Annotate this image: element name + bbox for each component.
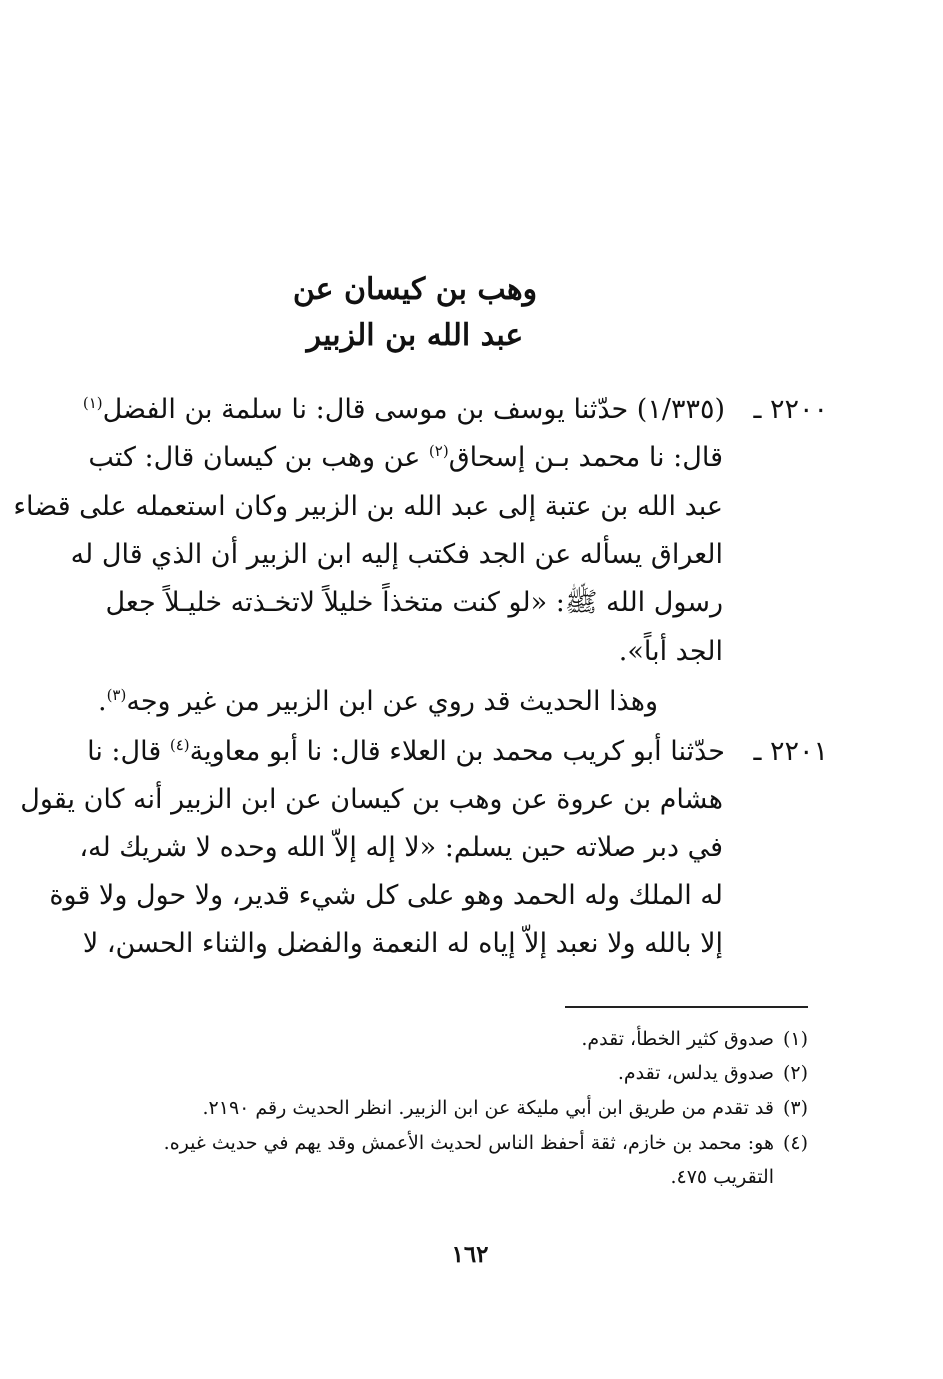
- footnote-text: قد تقدم من طريق ابن أبي مليكة عن ابن الزبير. انظر الحديث رقم ٢١٩٠.: [202, 1097, 774, 1119]
- text-line: قال: نا محمد بـن إسحاق$^{(٢)}$ عن وهب بن كيسان قال: كتب: [88, 442, 723, 473]
- text-line: (١/٣٣٥) حدّثنا يوسف بن موسى قال: نا سلمة بن الفضل$^{(١)}$: [82, 394, 725, 425]
- text-line: عبد الله بن عتبة إلى عبد الله بن الزبير وكان استعمله على قضاء: [13, 491, 723, 522]
- text-line: رسول الله ﷺ: «لو كنت متخذاً خليلاً لاتخـذته خليـلاً جعل: [105, 587, 723, 618]
- chapter-title-line-2: عبد الله بن الزبير: [306, 318, 524, 353]
- footnote-separator: [565, 1006, 808, 1008]
- hadith-number: ٢٢٠٠ ـ: [753, 394, 828, 425]
- footnote-ref: (٢): [428, 442, 449, 460]
- footnote-ref: (٤): [169, 736, 190, 754]
- footnote-text: صدوق يدلس، تقدم.: [617, 1062, 774, 1084]
- text-line: إلا بالله ولا نعبد إلاّ إياه له النعمة والفضل والثناء الحسن، لا: [82, 928, 723, 959]
- text-line: في دبر صلاته حين يسلم: «لا إله إلاّ الله وحده لا شريك له،: [79, 832, 723, 863]
- page-number: ١٦٢: [451, 1241, 489, 1268]
- footnote-text: التقريب ٤٧٥.: [670, 1166, 774, 1188]
- footnote-text: صدوق كثير الخطأ، تقدم.: [581, 1028, 774, 1050]
- text-line: حدّثنا أبو كريب محمد بن العلاء قال: نا أبو معاوية$^{(٤)}$ قال: نا: [87, 736, 725, 767]
- text-line: هشام بن عروة عن وهب بن كيسان عن ابن الزبير أنه كان يقول: [20, 784, 723, 815]
- footnote-number: (٤): [782, 1132, 808, 1154]
- footnote-number: (٣): [782, 1097, 808, 1119]
- footnote-ref: (٣): [106, 686, 127, 704]
- footnote-ref: (١): [82, 394, 103, 412]
- remark-line: وهذا الحديث قد روي عن ابن الزبير من غير وجه$^{(٣)}$.: [97, 686, 658, 717]
- hadith-number: ٢٢٠١ ـ: [753, 736, 828, 767]
- footnote-text: هو: محمد بن خازم، ثقة أحفظ الناس لحديث الأعمش وقد يهم في حديث غيره.: [163, 1132, 774, 1154]
- footnote-number: (١): [782, 1028, 808, 1050]
- text-line: العراق يسأله عن الجد فكتب إليه ابن الزبير أن الذي قال له: [70, 539, 723, 570]
- footnote-number: (٢): [782, 1062, 808, 1084]
- text-line: له الملك وله الحمد وهو على كل شيء قدير، ولا حول ولا قوة: [49, 880, 723, 911]
- chapter-title-line-1: وهب بن كيسان عن: [292, 272, 538, 307]
- text-line: الجد أباً».: [618, 636, 723, 667]
